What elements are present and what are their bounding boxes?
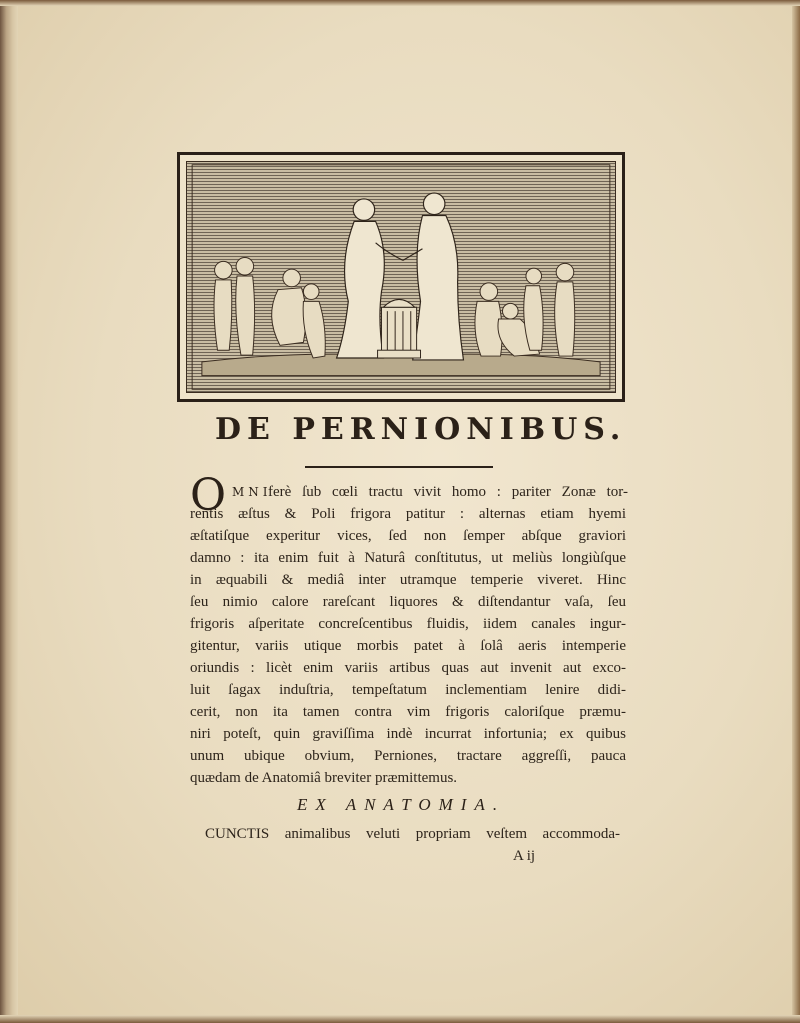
paragraph-line: rentis æſtus & Poli frigora patitur : alternas etiam hyemi — [190, 506, 626, 522]
paragraph-line: æſtatiſque experitur vices, ſed non ſemper abſque graviori — [190, 528, 626, 544]
paragraph-line: cerit, non ita tamen contra vim frigoris caloriſque præmu- — [190, 704, 626, 720]
page-bottom-edge — [0, 1015, 800, 1023]
paragraph-line: ſeu nimio calore rareſcant liquores & diſtendantur vaſa, ſeu — [190, 594, 626, 610]
first-line: ferè ſub cœli tractu vivit homo : pariter Zonæ tor- — [268, 484, 628, 500]
paragraph-line: gitentur, variis utique morbis patet à ſolâ aeris intemperie — [190, 638, 626, 654]
title-rule — [305, 466, 493, 468]
paragraph-last-line: quædam de Anatomiâ breviter præmittemus. — [190, 770, 458, 786]
page-right-edge — [792, 0, 800, 1023]
signature-mark: A ij — [513, 848, 536, 864]
paragraph-line: niri poteſt, quin graviſſima indè incurrat infortunia; ex quibus — [190, 726, 626, 742]
paragraph-line: in æquabili & mediâ inter utramque temperie viveret. Hinc — [190, 572, 626, 588]
paragraph-line: frigoris aſperitate concreſcentibus fluidis, iidem canales ingur- — [190, 616, 626, 632]
page-top-edge — [0, 0, 800, 6]
engraving-figures — [180, 155, 622, 399]
putti-left — [214, 257, 325, 358]
altar — [378, 299, 421, 358]
paragraph-line: luit ſagax induſtria, tempeſtatum inclementiam lenire didi- — [190, 682, 626, 698]
paragraph-line: unum ubique obvium, Perniones, tractare aggreſſi, pauca — [190, 748, 626, 764]
continuation-line: CUNCTIS animalibus veluti propriam veſtem accommoda- — [205, 826, 620, 842]
page-title: DE PERNIONIBUS. — [215, 412, 627, 447]
first-word-smallcaps: MNI — [232, 485, 272, 499]
paragraph-line: oriundis : licèt enim variis artibus quas aut invenit aut exco- — [190, 660, 626, 676]
book-binding-edge — [0, 0, 18, 1023]
headpiece-engraving — [177, 152, 625, 402]
paragraph-line: damno : ita enim fuit à Naturâ conſtitutus, ut meliùs longiùſque — [190, 550, 626, 566]
putti-right — [475, 263, 575, 356]
drop-cap: O — [190, 470, 227, 521]
section-heading: EX ANATOMIA. — [297, 795, 506, 814]
